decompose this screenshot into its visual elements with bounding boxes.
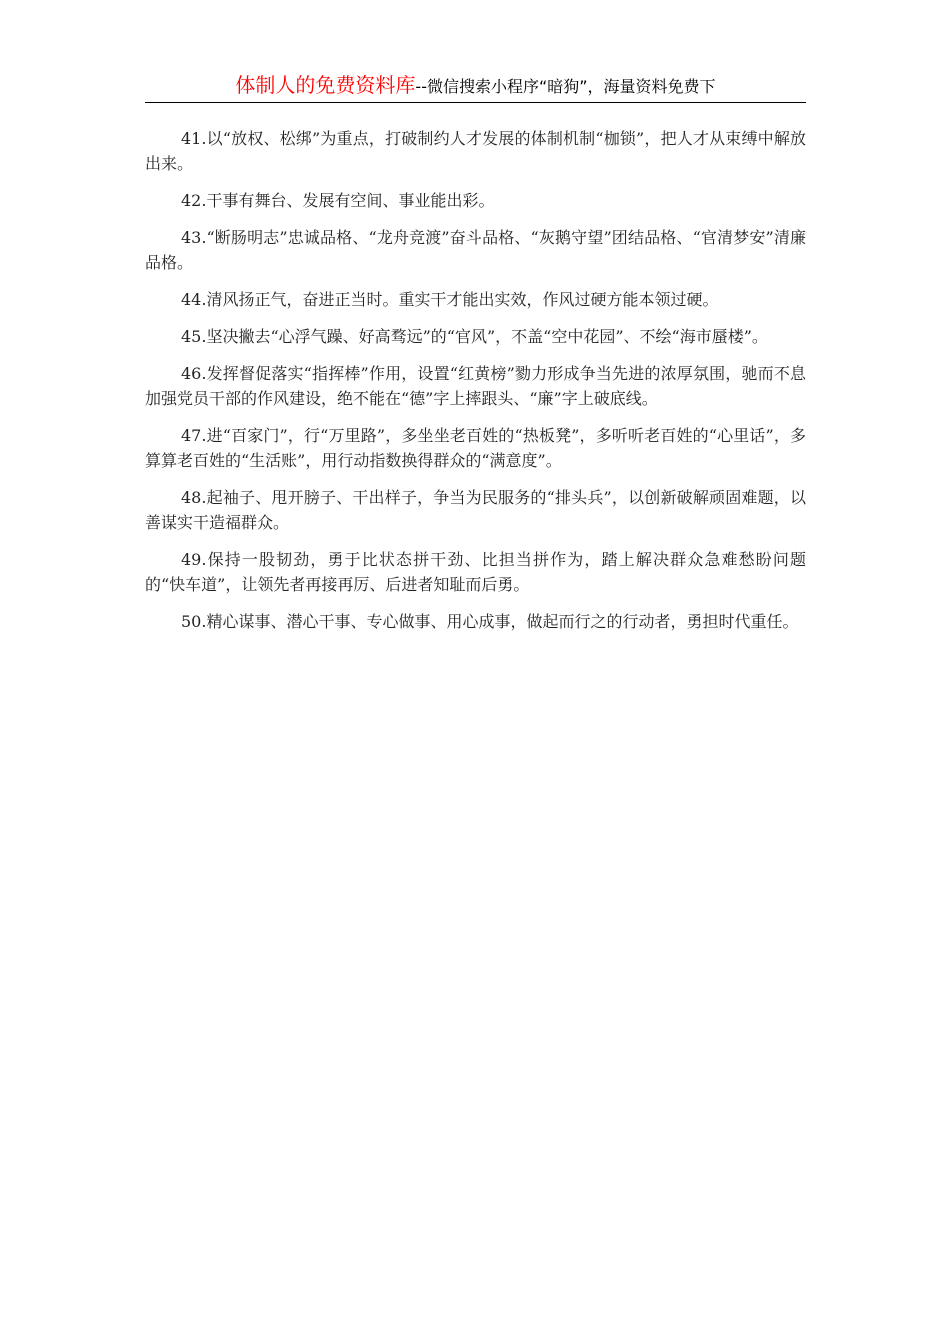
paragraph-50: 50.精心谋事、潜心干事、专心做事、用心成事，做起而行之的行动者，勇担时代重任。 bbox=[181, 612, 799, 631]
paragraph-48: 48.起袖子、甩开膀子、干出样子，争当为民服务的“排头兵”，以创新破解顽固难题，以善谋实干造福群众。 bbox=[145, 488, 806, 532]
paragraph-43: 43.“断肠明志”忠诚品格、“龙舟竞渡”奋斗品格、“灰鹅守望”团结品格、“官清梦安”清廉品格。 bbox=[145, 228, 806, 272]
header-title-black: --微信搜索小程序“暗狗”，海量资料免费下 bbox=[415, 77, 716, 96]
page-header bbox=[145, 70, 806, 103]
paragraph-42: 42.干事有舞台、发展有空间、事业能出彩。 bbox=[181, 191, 495, 210]
paragraph-41: 41.以“放权、松绑”为重点，打破制约人才发展的体制机制“枷锁”，把人才从束缚中解放出来。 bbox=[145, 129, 806, 173]
paragraph-44: 44.清风扬正气，奋进正当时。重实干才能出实效，作风过硬方能本领过硬。 bbox=[181, 290, 719, 309]
document-body bbox=[145, 126, 806, 646]
paragraph-45: 45.坚决撇去“心浮气躁、好高骛远”的“官风”，不盖“空中花园”、不绘“海市蜃楼”。 bbox=[181, 327, 768, 346]
paragraph-46: 46.发挥督促落实“指挥棒”作用，设置“红黄榜”勠力形成争当先进的浓厚氛围，驰而不息加强党员干部的作风建设，绝不能在“德”字上摔跟头、“廉”字上破底线。 bbox=[145, 364, 806, 408]
header-title-red: 体制人的免费资料库 bbox=[235, 73, 416, 97]
paragraph-49: 49.保持一股韧劲，勇于比状态拼干劲、比担当拼作为，踏上解决群众急难愁盼问题的“快车道”，让领先者再接再厉、后进者知耻而后勇。 bbox=[145, 550, 806, 594]
paragraph-47: 47.进“百家门”，行“万里路”，多坐坐老百姓的“热板凳”，多听听老百姓的“心里话”，多算算老百姓的“生活账”，用行动指数换得群众的“满意度”。 bbox=[145, 426, 806, 470]
